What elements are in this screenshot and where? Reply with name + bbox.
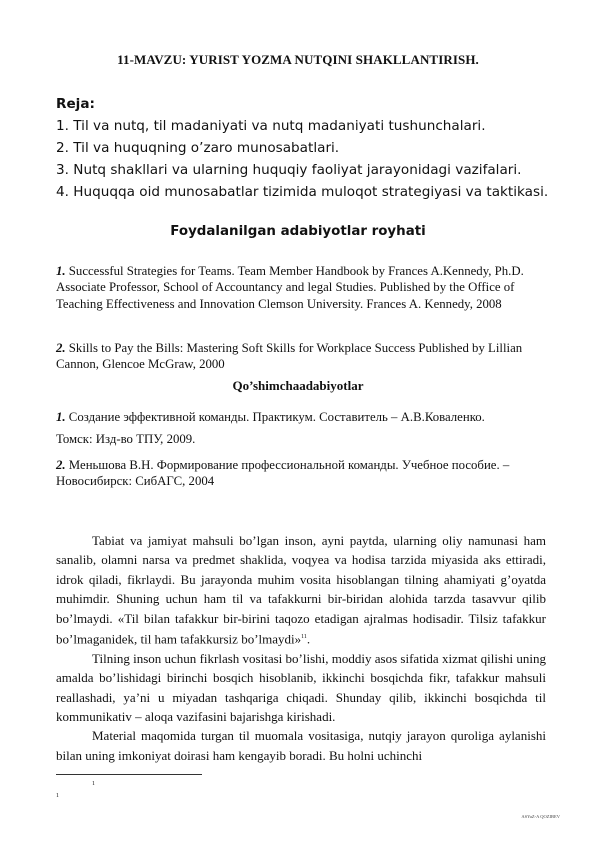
reference-item-2 — [56, 340, 556, 373]
plan-item: 4. Huquqqa oid munosabatlar tizimida muloqot strategiyasi va taktikasi. — [56, 184, 549, 200]
footnote-separator — [56, 774, 202, 775]
body-text — [56, 531, 546, 765]
paragraph-end: . — [306, 631, 311, 647]
paragraph — [56, 531, 546, 649]
plan-item: 1. Til va nutq, til madaniyati va nutq madaniyati tushunchalari. — [56, 118, 486, 134]
additional-text-continued: Томск: Изд-во ТПУ, 2009. — [56, 432, 196, 446]
plan-item: 2. Til va huquqning o’zaro munosabatlari. — [56, 140, 340, 156]
references-heading: Foydalanilgan adabiyotlar royhati — [170, 224, 426, 239]
paragraph: Tilning inson uchun fikrlash vositasi bo’lishi, moddiy asos sifatida xizmat qilishi uning amalda bo’lishidagi birinchi bosqich hisoblanib, ikkinchi bosqichda fikr, tafakkur mahsuli reallashadi, ya’ni u miyadan tashqariga chiqadi. Shunday qilib, ikkinchi bosqichda til kommunikativ – aloqa vazifasini bajarishga kirishadi. — [56, 650, 546, 724]
additional-text: Меньшова В.Н. Формирование профессиональной команды. Учебное пособие. – Новосибирск: СибАГС, 2004 — [56, 458, 510, 489]
additional-heading: Qo’shimchaadabiyotlar — [232, 378, 364, 393]
page-title: 11-MAVZU: YURIST YOZMA NUTQINI SHAKLLANTIRISH. — [117, 52, 479, 67]
reference-text: Successful Strategies for Teams. Team Member Handbook by Frances A.Kennedy, Ph.D. Associate Professor, School of Accountancy and legal Studies. Published by the Office of Teaching Effectiveness and Innovation Clemson University. Frances A. Kennedy, 2008 — [56, 264, 524, 311]
additional-item-2 — [56, 457, 556, 490]
footnote-mark: 1 — [92, 781, 95, 787]
paragraph-text: Tabiat va jamiyat mahsuli bo’lgan inson, ayni paytda, ularning oliy namunasi ham sanalib, olamni narsa va predmet shaklida, voqyea va hodisa tarzida miyasida aks ettiradi, idrok qiladi, fikrlaydi. Bu jarayonda muhim vosita hisoblangan tilning ahamiyati g’oyatda muhimdir. Shuning uchun ham til va tafakkurni bir-biridan alohida tarzda tasavvur qilib bo’lmaydi. «Til bilan tafakkur bir-birini taqozo etadigan ajralmas hodisadir. Tilsiz tafakkur bo’lmaganidek, til ham tafakkursiz bo’lmaydi» — [56, 533, 546, 647]
plan-item: 3. Nutq shakllari va ularning huquqiy faoliyat jarayonidagi vazifalari. — [56, 162, 522, 178]
plan-heading: Reja: — [56, 96, 95, 112]
reference-item-1 — [56, 263, 556, 312]
plan-section — [56, 93, 548, 203]
paragraph: Material maqomida turgan til muomala vositasiga, nutqiy jarayon quroliga aylanishi bilan uning imkoniyat doirasi ham kengayib boradi. Bu holni uchinchi — [56, 728, 546, 763]
footnote-ref[interactable]: 11 — [301, 634, 307, 641]
reference-number: 1. — [56, 264, 66, 278]
additional-number: 1. — [56, 410, 66, 424]
reference-number: 2. — [56, 341, 66, 355]
additional-number: 2. — [56, 458, 66, 472]
additional-item-1 — [56, 406, 556, 450]
additional-text: Создание эффективной команды. Практикум. Составитель – А.В.Коваленко. — [65, 410, 485, 424]
page-footer: ASYaZ-A QOZIBEV — [521, 814, 560, 819]
reference-text: Skills to Pay the Bills: Mastering Soft Skills for Workplace Success Published by Lillian Cannon, Glencoe McGraw, 2000 — [56, 341, 523, 372]
footnote-mark-2: 1 — [56, 793, 59, 799]
